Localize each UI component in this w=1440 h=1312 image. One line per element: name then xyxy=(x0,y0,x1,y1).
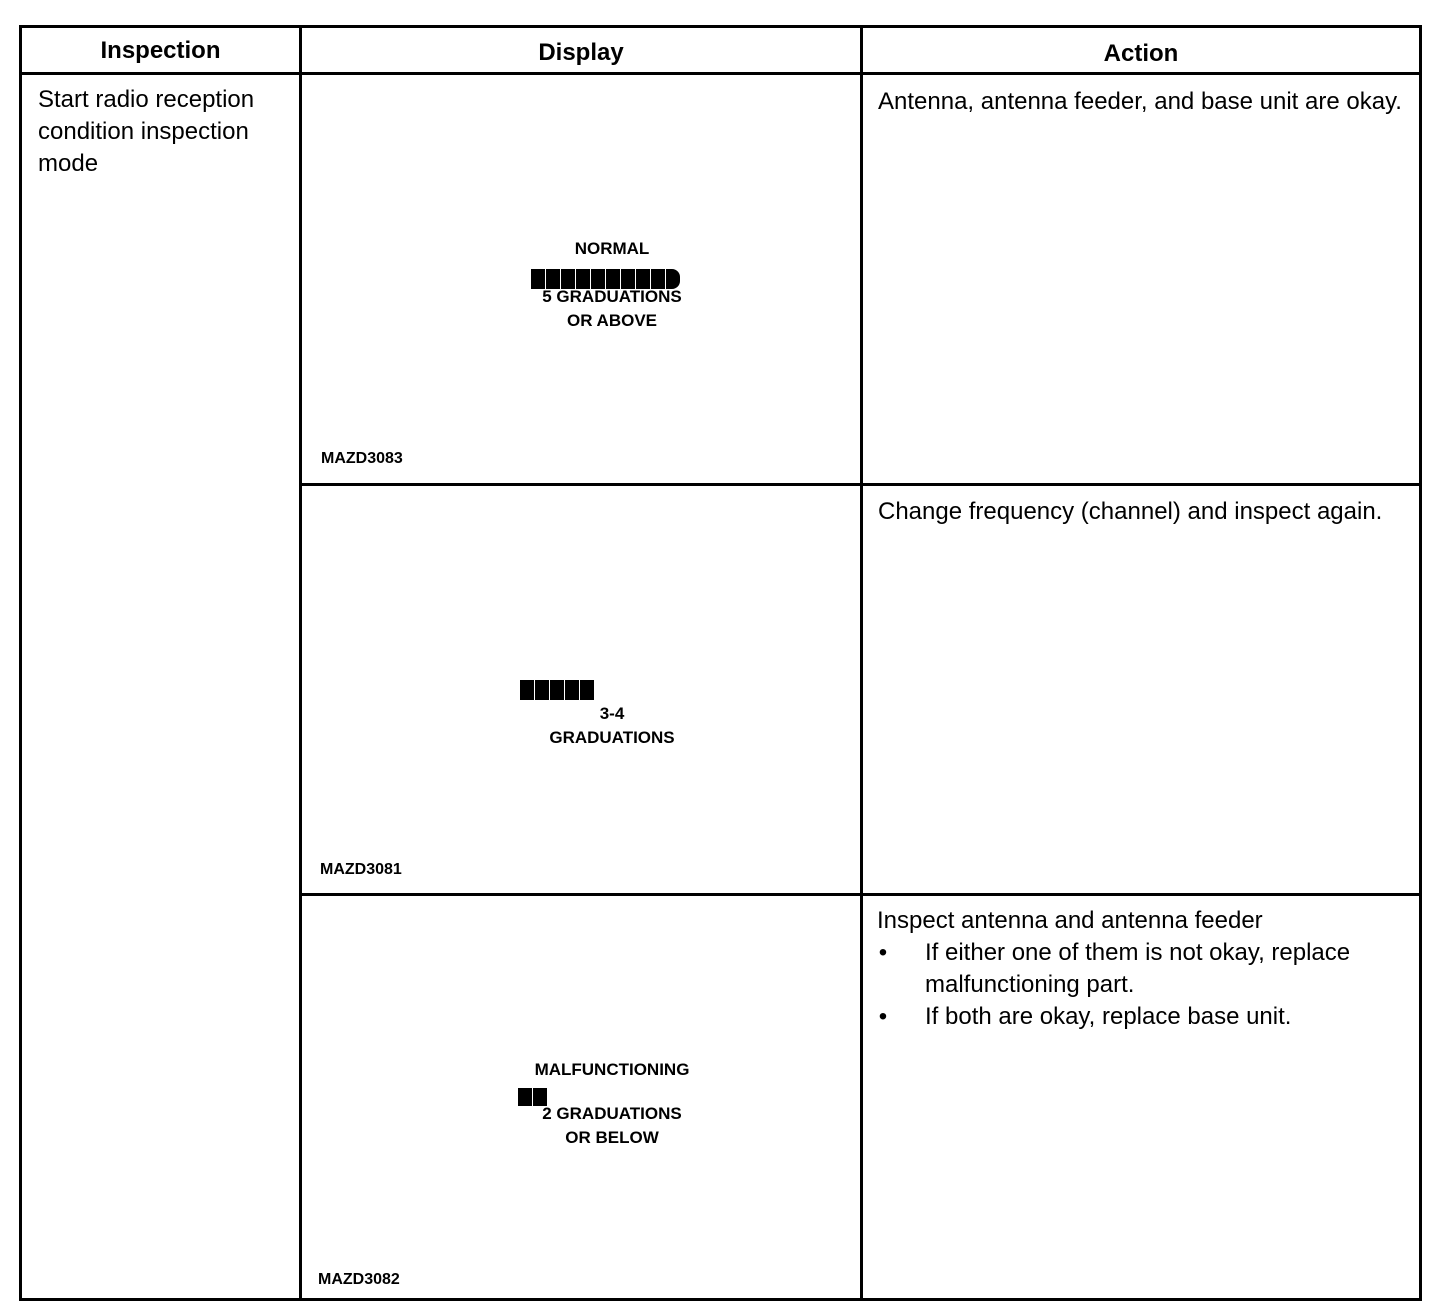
signal-bar xyxy=(550,680,564,700)
display-label-malfunctioning: MALFUNCTIONING xyxy=(534,1060,690,1079)
inspection-description: Start radio reception condition inspection mode xyxy=(38,86,255,177)
row-divider xyxy=(299,893,1419,896)
action-bullet-text: If both are okay, replace base unit. xyxy=(925,1003,1292,1030)
action-row-1: Antenna, antenna feeder, and base unit are okay. xyxy=(878,88,1402,115)
action-row-2: Change frequency (channel) and inspect again. xyxy=(878,498,1383,525)
display-label-graduations: 3-4 xyxy=(599,704,625,723)
bullet-icon: • xyxy=(878,939,888,966)
signal-bar xyxy=(580,680,594,700)
signal-bar xyxy=(520,680,534,700)
figure-code: MAZD3083 xyxy=(321,450,403,467)
action-bullet-list xyxy=(877,937,1412,1033)
header-divider xyxy=(22,72,1419,75)
action-intro: Inspect antenna and antenna feeder xyxy=(877,907,1263,934)
display-label-graduations: 2 GRADUATIONS xyxy=(542,1104,682,1123)
header-inspection: Inspection xyxy=(100,37,221,64)
display-normal xyxy=(492,237,732,333)
signal-bar xyxy=(565,680,579,700)
display-label-graduations-sub: OR ABOVE xyxy=(566,311,658,330)
header-display: Display xyxy=(538,39,624,66)
action-row-3 xyxy=(877,905,1412,1033)
action-bullet xyxy=(877,1001,1412,1033)
row-divider xyxy=(299,483,1419,486)
column-divider xyxy=(860,28,863,1298)
display-label-normal: NORMAL xyxy=(574,239,650,258)
display-3-4 xyxy=(512,680,712,750)
signal-bars-4 xyxy=(520,680,594,700)
display-malfunctioning xyxy=(502,1058,722,1150)
signal-bar xyxy=(535,680,549,700)
bullet-icon: • xyxy=(878,1003,888,1030)
display-label-graduations-sub: OR BELOW xyxy=(565,1128,659,1147)
figure-code: MAZD3082 xyxy=(318,1271,400,1288)
column-divider xyxy=(299,28,302,1298)
display-label-graduations: 5 GRADUATIONS xyxy=(542,287,682,306)
figure-code: MAZD3081 xyxy=(320,861,402,878)
action-bullet xyxy=(877,937,1412,1001)
action-bullet-text: If either one of them is not okay, replace malfunctioning part. xyxy=(925,939,1351,998)
header-action: Action xyxy=(1103,40,1179,67)
inspection-table xyxy=(19,25,1422,1301)
display-label-graduations-sub: GRADUATIONS xyxy=(549,728,675,747)
signal-bar xyxy=(518,1088,532,1106)
